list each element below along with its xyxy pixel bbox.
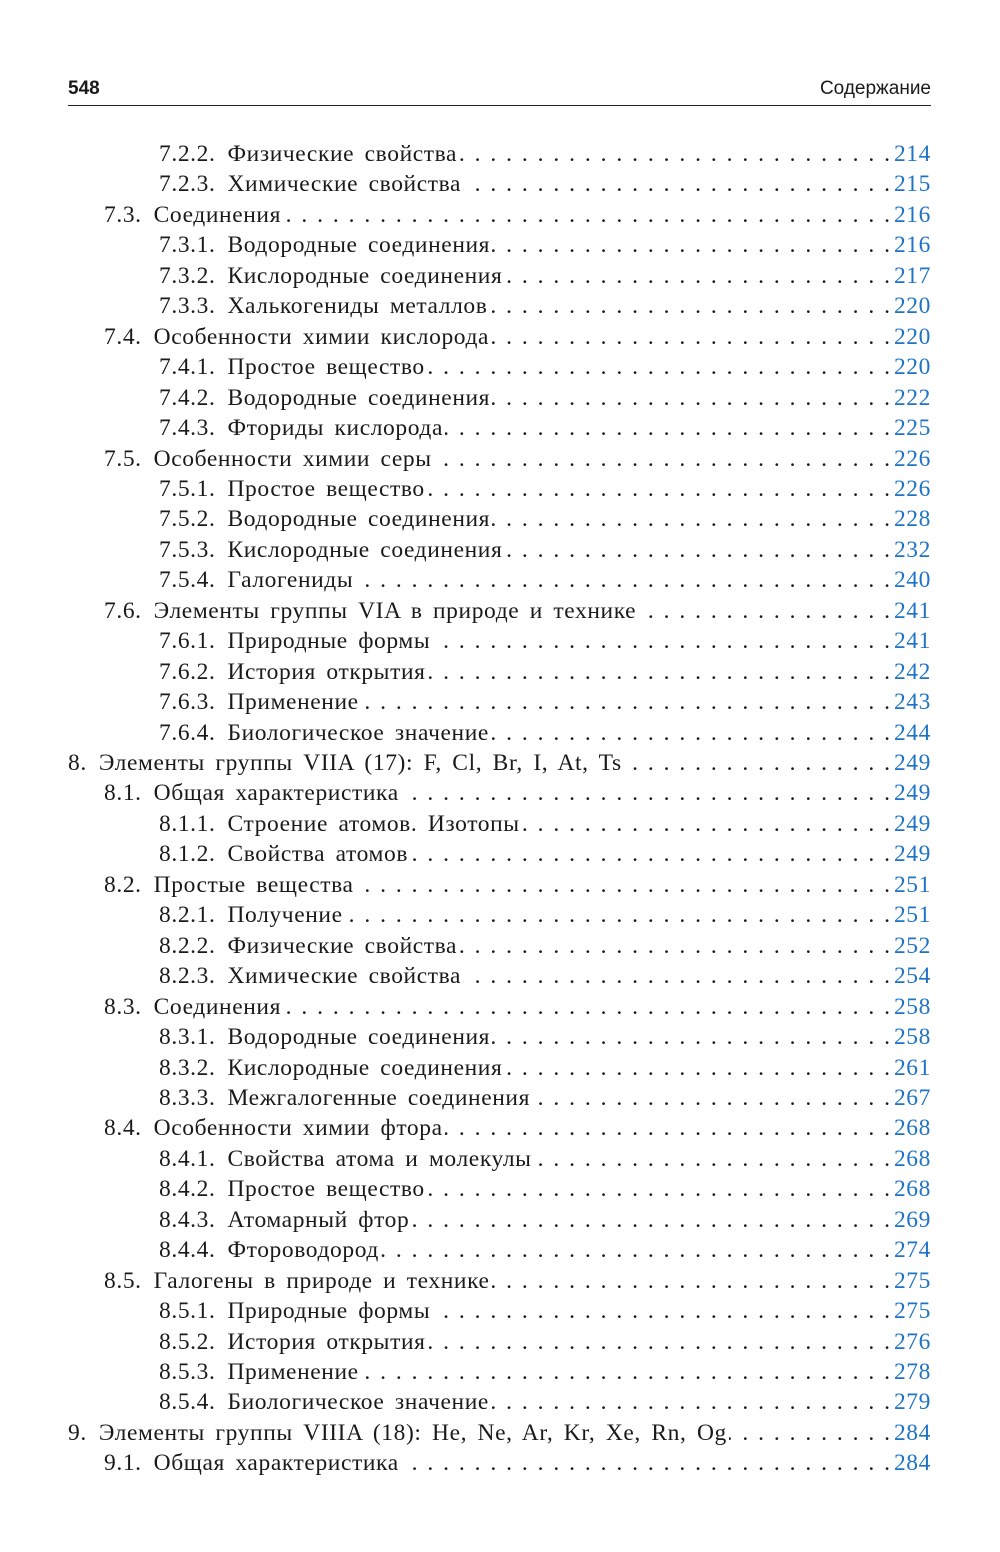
toc-entry-page-link[interactable]: 268 xyxy=(893,1176,931,1203)
dot-leader xyxy=(283,992,892,1022)
toc-entry-title: Атомарный фтор xyxy=(227,1206,410,1233)
toc-entry-title: Природные формы xyxy=(227,1298,431,1325)
toc-entry-page-link[interactable]: 241 xyxy=(893,628,931,655)
dot-leader xyxy=(432,626,892,656)
toc-entry[interactable] xyxy=(104,200,931,230)
toc-entry-number: 7.3.2. xyxy=(159,262,216,289)
toc-entry[interactable] xyxy=(68,748,931,778)
toc-entry-page-link[interactable]: 216 xyxy=(893,232,931,259)
toc-entry[interactable] xyxy=(104,1113,931,1143)
toc-entry-number: 8.1. xyxy=(104,780,142,807)
dot-leader xyxy=(410,839,892,869)
toc-entry-title: Соединения xyxy=(153,993,281,1020)
dot-leader xyxy=(492,1266,892,1296)
toc-entry[interactable] xyxy=(159,1296,931,1326)
toc-entry[interactable] xyxy=(159,474,931,504)
toc-entry[interactable] xyxy=(159,687,931,717)
toc-entry-page-link[interactable]: 220 xyxy=(893,293,931,320)
toc-entry-page-link[interactable]: 269 xyxy=(893,1206,931,1233)
toc-entry-number: 9. xyxy=(68,1419,87,1446)
toc-entry-page-link[interactable]: 249 xyxy=(893,841,931,868)
page-header xyxy=(68,78,931,106)
toc-entry[interactable] xyxy=(159,139,931,169)
toc-entry[interactable] xyxy=(104,322,931,352)
toc-entry-page-link[interactable]: 228 xyxy=(893,506,931,533)
dot-leader xyxy=(489,291,891,321)
toc-entry-number: 8.4.4. xyxy=(159,1237,216,1264)
toc-entry-number: 8.5.3. xyxy=(159,1359,216,1385)
dot-leader xyxy=(361,687,892,717)
toc-entry-number: 7.2.2. xyxy=(159,141,216,167)
toc-entry[interactable] xyxy=(159,1327,931,1357)
toc-entry-page-link[interactable]: 268 xyxy=(893,1145,931,1172)
toc-entry-title: Особенности химии серы xyxy=(153,445,432,472)
toc-entry-number: 8.3.3. xyxy=(159,1084,216,1111)
toc-entry[interactable] xyxy=(159,657,931,687)
toc-entry-title: Общая характеристика xyxy=(153,1450,399,1477)
toc-entry-page-link[interactable]: 243 xyxy=(893,689,931,716)
toc-entry-number: 8.4.2. xyxy=(159,1176,216,1203)
toc-entry-title: Водородные соединения xyxy=(227,232,491,259)
toc-entry[interactable] xyxy=(159,413,931,443)
toc-entry-page-link[interactable]: 220 xyxy=(893,323,931,350)
toc-entry[interactable] xyxy=(159,1083,931,1113)
toc-entry-title: Кислородные соединения xyxy=(227,536,503,563)
toc-entry[interactable] xyxy=(104,596,931,626)
running-title: Содержание xyxy=(819,78,931,99)
toc-entry-title: Физические свойства xyxy=(227,141,458,167)
toc-entry[interactable] xyxy=(159,169,931,199)
toc-entry-title: Природные формы xyxy=(227,628,431,655)
toc-entry[interactable] xyxy=(159,900,931,930)
toc-entry-title: Простое вещество xyxy=(227,475,425,502)
toc-entry-page-link[interactable]: 261 xyxy=(893,1054,931,1081)
toc-entry-page-link[interactable]: 284 xyxy=(893,1450,931,1477)
toc-entry-number: 8.2.1. xyxy=(159,902,216,929)
toc-entry-title: Элементы группы VIIIA (18): He, Ne, Ar, Kr, Xe, Rn, Og xyxy=(98,1419,727,1446)
toc-entry-number: 7.3. xyxy=(104,201,142,228)
dot-leader xyxy=(463,169,892,199)
toc-entry-page-link[interactable]: 274 xyxy=(893,1237,931,1264)
dot-leader xyxy=(427,474,892,504)
toc-entry[interactable] xyxy=(159,565,931,595)
toc-entry[interactable] xyxy=(159,1357,931,1387)
toc-entry[interactable] xyxy=(104,1266,931,1296)
toc-entry-page-link[interactable]: 240 xyxy=(893,567,931,594)
toc-entry-page-link[interactable]: 278 xyxy=(893,1359,931,1385)
toc-entry-page-link[interactable]: 276 xyxy=(893,1328,931,1355)
toc-entry[interactable] xyxy=(159,352,931,382)
toc-entry[interactable] xyxy=(159,1205,931,1235)
toc-entry-title: Особенности химии фтора xyxy=(153,1115,443,1142)
toc-entry[interactable] xyxy=(159,809,931,839)
dot-leader xyxy=(427,1174,892,1204)
dot-leader xyxy=(432,1296,892,1326)
toc-entry-number: 8.5.2. xyxy=(159,1328,216,1355)
dot-leader xyxy=(401,1448,892,1478)
toc-entry-number: 7.5.1. xyxy=(159,475,216,502)
toc-entry[interactable] xyxy=(104,444,931,474)
dot-leader xyxy=(345,900,892,930)
toc-entry-number: 8.1.2. xyxy=(159,841,216,868)
toc-entry[interactable] xyxy=(159,931,931,961)
toc-entry-page-link[interactable]: 249 xyxy=(893,750,931,776)
toc-entry[interactable] xyxy=(104,870,931,900)
toc-entry-number: 7.5.3. xyxy=(159,536,216,563)
toc-entry-number: 7.4. xyxy=(104,323,142,350)
toc-entry-page-link[interactable]: 275 xyxy=(893,1267,931,1294)
toc-entry-title: Физические свойства xyxy=(227,932,458,959)
dot-leader xyxy=(356,870,892,900)
toc-entry[interactable] xyxy=(159,383,931,413)
toc-entry-title: Свойства атомов xyxy=(227,841,409,868)
toc-entry-page-link[interactable]: 279 xyxy=(893,1389,931,1416)
toc-entry-page-link[interactable]: 244 xyxy=(893,719,931,746)
toc-entry[interactable] xyxy=(159,535,931,565)
dot-leader xyxy=(638,596,892,626)
dot-leader xyxy=(504,261,892,291)
toc-entry-number: 8.5.4. xyxy=(159,1389,216,1416)
toc-entry[interactable] xyxy=(159,230,931,260)
toc-entry-number: 8. xyxy=(68,750,87,776)
toc-entry[interactable] xyxy=(104,778,931,808)
dot-leader xyxy=(492,383,892,413)
toc-entry[interactable] xyxy=(159,261,931,291)
toc-entry[interactable] xyxy=(159,839,931,869)
toc-entry-page-link[interactable]: 275 xyxy=(893,1298,931,1325)
toc-entry-title: Галогены в природе и технике xyxy=(153,1267,490,1294)
toc-entry-page-link[interactable]: 222 xyxy=(893,384,931,411)
toc-entry-number: 8.2.2. xyxy=(159,932,216,959)
toc-entry-number: 9.1. xyxy=(104,1450,142,1477)
toc-entry-page-link[interactable]: 225 xyxy=(893,415,931,442)
dot-leader xyxy=(381,1235,892,1265)
toc-entry-page-link[interactable]: 258 xyxy=(893,1024,931,1051)
dot-leader xyxy=(401,778,892,808)
toc-entry[interactable] xyxy=(159,1053,931,1083)
dot-leader xyxy=(361,1357,892,1387)
toc-entry-number: 7.6.3. xyxy=(159,689,216,716)
toc-entry-title: Биологическое значение xyxy=(227,1389,489,1416)
dot-leader xyxy=(491,322,892,352)
toc-entry-title: Кислородные соединения xyxy=(227,1054,503,1081)
toc-entry-page-link[interactable]: 241 xyxy=(893,597,931,624)
dot-leader xyxy=(445,413,892,443)
toc-entry[interactable] xyxy=(159,1144,931,1174)
toc-entry[interactable] xyxy=(159,718,931,748)
toc-entry-title: Простое вещество xyxy=(227,1176,425,1203)
toc-entry-title: Элементы группы VIA в природе и технике xyxy=(153,597,637,624)
toc-entry[interactable] xyxy=(159,1235,931,1265)
toc-entry-title: Простые вещества xyxy=(153,871,354,898)
toc-entry[interactable] xyxy=(159,504,931,534)
dot-leader xyxy=(283,200,892,230)
toc-entry[interactable] xyxy=(68,1418,931,1448)
dot-leader xyxy=(459,139,892,169)
toc-entry-title: История открытия xyxy=(227,1328,426,1355)
toc-entry-number: 8.3.1. xyxy=(159,1024,216,1051)
dot-leader xyxy=(491,1387,892,1417)
toc-entry-title: Кислородные соединения xyxy=(227,262,503,289)
dot-leader xyxy=(491,718,892,748)
dot-leader xyxy=(459,931,892,961)
toc-entry[interactable] xyxy=(159,626,931,656)
toc-entry-title: Свойства атома и молекулы xyxy=(227,1145,532,1172)
toc-entry-number: 7.2.3. xyxy=(159,171,216,198)
toc-entry-page-link[interactable]: 220 xyxy=(893,354,931,381)
toc-entry-number: 8.4.3. xyxy=(159,1206,216,1233)
dot-leader xyxy=(504,535,892,565)
toc-entry-page-link[interactable]: 254 xyxy=(893,963,931,990)
toc-entry-number: 7.6.2. xyxy=(159,658,216,685)
toc-entry-title: Общая характеристика xyxy=(153,780,399,807)
dot-leader xyxy=(355,565,892,595)
toc-entry-page-link[interactable]: 258 xyxy=(893,993,931,1020)
toc-entry-number: 8.5.1. xyxy=(159,1298,216,1325)
dot-leader xyxy=(522,809,892,839)
toc-entry-title: Простое вещество xyxy=(227,354,425,381)
toc-entry-number: 7.4.3. xyxy=(159,415,216,442)
toc-entry[interactable] xyxy=(159,1022,931,1052)
toc-entry-page-link[interactable]: 268 xyxy=(893,1115,931,1142)
toc-entry-title: Соединения xyxy=(153,201,281,228)
toc-entry-page-link[interactable]: 242 xyxy=(893,658,931,685)
toc-entry-title: Применение xyxy=(227,1359,359,1385)
toc-entry[interactable] xyxy=(159,291,931,321)
toc-entry-title: Водородные соединения xyxy=(227,506,491,533)
toc-entry-title: Халькогениды металлов xyxy=(227,293,488,320)
toc-entry-page-link[interactable]: 267 xyxy=(893,1084,931,1111)
toc-entry-number: 8.1.1. xyxy=(159,810,216,837)
toc-entry-title: Галогениды xyxy=(227,567,354,594)
toc-entry-number: 7.6.1. xyxy=(159,628,216,655)
dot-leader xyxy=(492,1022,892,1052)
toc-entry-page-link[interactable]: 226 xyxy=(893,445,931,472)
toc-entry-number: 7.5.4. xyxy=(159,567,216,594)
toc-entry-title: Фтороводород xyxy=(227,1237,379,1264)
toc-entry-page-link[interactable]: 226 xyxy=(893,475,931,502)
toc-entry-title: Водородные соединения xyxy=(227,1024,491,1051)
toc-entry-number: 8.3. xyxy=(104,993,142,1020)
dot-leader xyxy=(463,961,892,991)
toc-entry[interactable] xyxy=(104,1448,931,1478)
toc-entry-title: Особенности химии кислорода xyxy=(153,323,490,350)
toc-entry-number: 7.6.4. xyxy=(159,719,216,746)
toc-entry-title: Строение атомов. Изотопы xyxy=(227,810,520,837)
toc-entry-number: 8.3.2. xyxy=(159,1054,216,1081)
toc-entry-page-link[interactable]: 249 xyxy=(893,780,931,807)
toc-entry-number: 7.5. xyxy=(104,445,142,472)
toc-entry-page-link[interactable]: 216 xyxy=(893,201,931,228)
toc-entry-title: История открытия xyxy=(227,658,426,685)
toc-entry-title: Химические свойства xyxy=(227,171,462,198)
toc-entry-page-link[interactable]: 214 xyxy=(893,141,931,167)
toc-entry-title: Получение xyxy=(227,902,343,929)
toc-entry-number: 8.5. xyxy=(104,1267,142,1294)
toc-entry-title: Межгалогенные соединения xyxy=(227,1084,530,1111)
dot-leader xyxy=(434,444,892,474)
dot-leader xyxy=(445,1113,892,1143)
dot-leader xyxy=(492,504,892,534)
toc-entry-page-link[interactable]: 217 xyxy=(893,262,931,289)
toc-entry-number: 7.4.1. xyxy=(159,354,216,381)
toc-entry-title: Биологическое значение xyxy=(227,719,489,746)
toc-entry[interactable] xyxy=(159,961,931,991)
toc-entry-number: 7.3.1. xyxy=(159,232,216,259)
toc-entry-number: 7.3.3. xyxy=(159,293,216,320)
toc-entry-page-link[interactable]: 252 xyxy=(893,932,931,959)
toc-entry[interactable] xyxy=(104,992,931,1022)
toc-entry[interactable] xyxy=(159,1174,931,1204)
dot-leader xyxy=(729,1418,892,1448)
toc-entry-page-link[interactable]: 232 xyxy=(893,536,931,563)
toc-entry-number: 8.2. xyxy=(104,871,142,898)
toc-entry-title: Химические свойства xyxy=(227,963,462,990)
toc-entry-number: 7.6. xyxy=(104,597,142,624)
dot-leader xyxy=(624,748,892,778)
dot-leader xyxy=(427,352,892,382)
toc-entry-page-link[interactable]: 251 xyxy=(893,871,931,898)
toc-entry-title: Водородные соединения xyxy=(227,384,491,411)
toc-entry-number: 8.4.1. xyxy=(159,1145,216,1172)
toc-entry-page-link[interactable]: 251 xyxy=(893,902,931,929)
dot-leader xyxy=(532,1083,892,1113)
toc-entry-title: Элементы группы VIIA (17): F, Cl, Br, I, At, Ts xyxy=(98,750,622,776)
toc-entry-title: Применение xyxy=(227,689,359,716)
dot-leader xyxy=(411,1205,892,1235)
dot-leader xyxy=(428,1327,892,1357)
toc-entry-page-link[interactable]: 249 xyxy=(893,810,931,837)
toc-entry-number: 7.4.2. xyxy=(159,384,216,411)
toc-entry-number: 7.5.2. xyxy=(159,506,216,533)
page-number: 548 xyxy=(68,78,100,99)
toc-entry-title: Фториды кислорода xyxy=(227,415,444,442)
dot-leader xyxy=(504,1053,892,1083)
toc-entry-page-link[interactable]: 215 xyxy=(893,171,931,198)
toc-entry[interactable] xyxy=(159,1387,931,1417)
toc-entry-page-link[interactable]: 284 xyxy=(893,1419,931,1446)
toc-entry-number: 8.2.3. xyxy=(159,963,216,990)
dot-leader xyxy=(428,657,892,687)
toc-entry-number: 8.4. xyxy=(104,1115,142,1142)
dot-leader xyxy=(492,230,892,260)
dot-leader xyxy=(534,1144,892,1174)
